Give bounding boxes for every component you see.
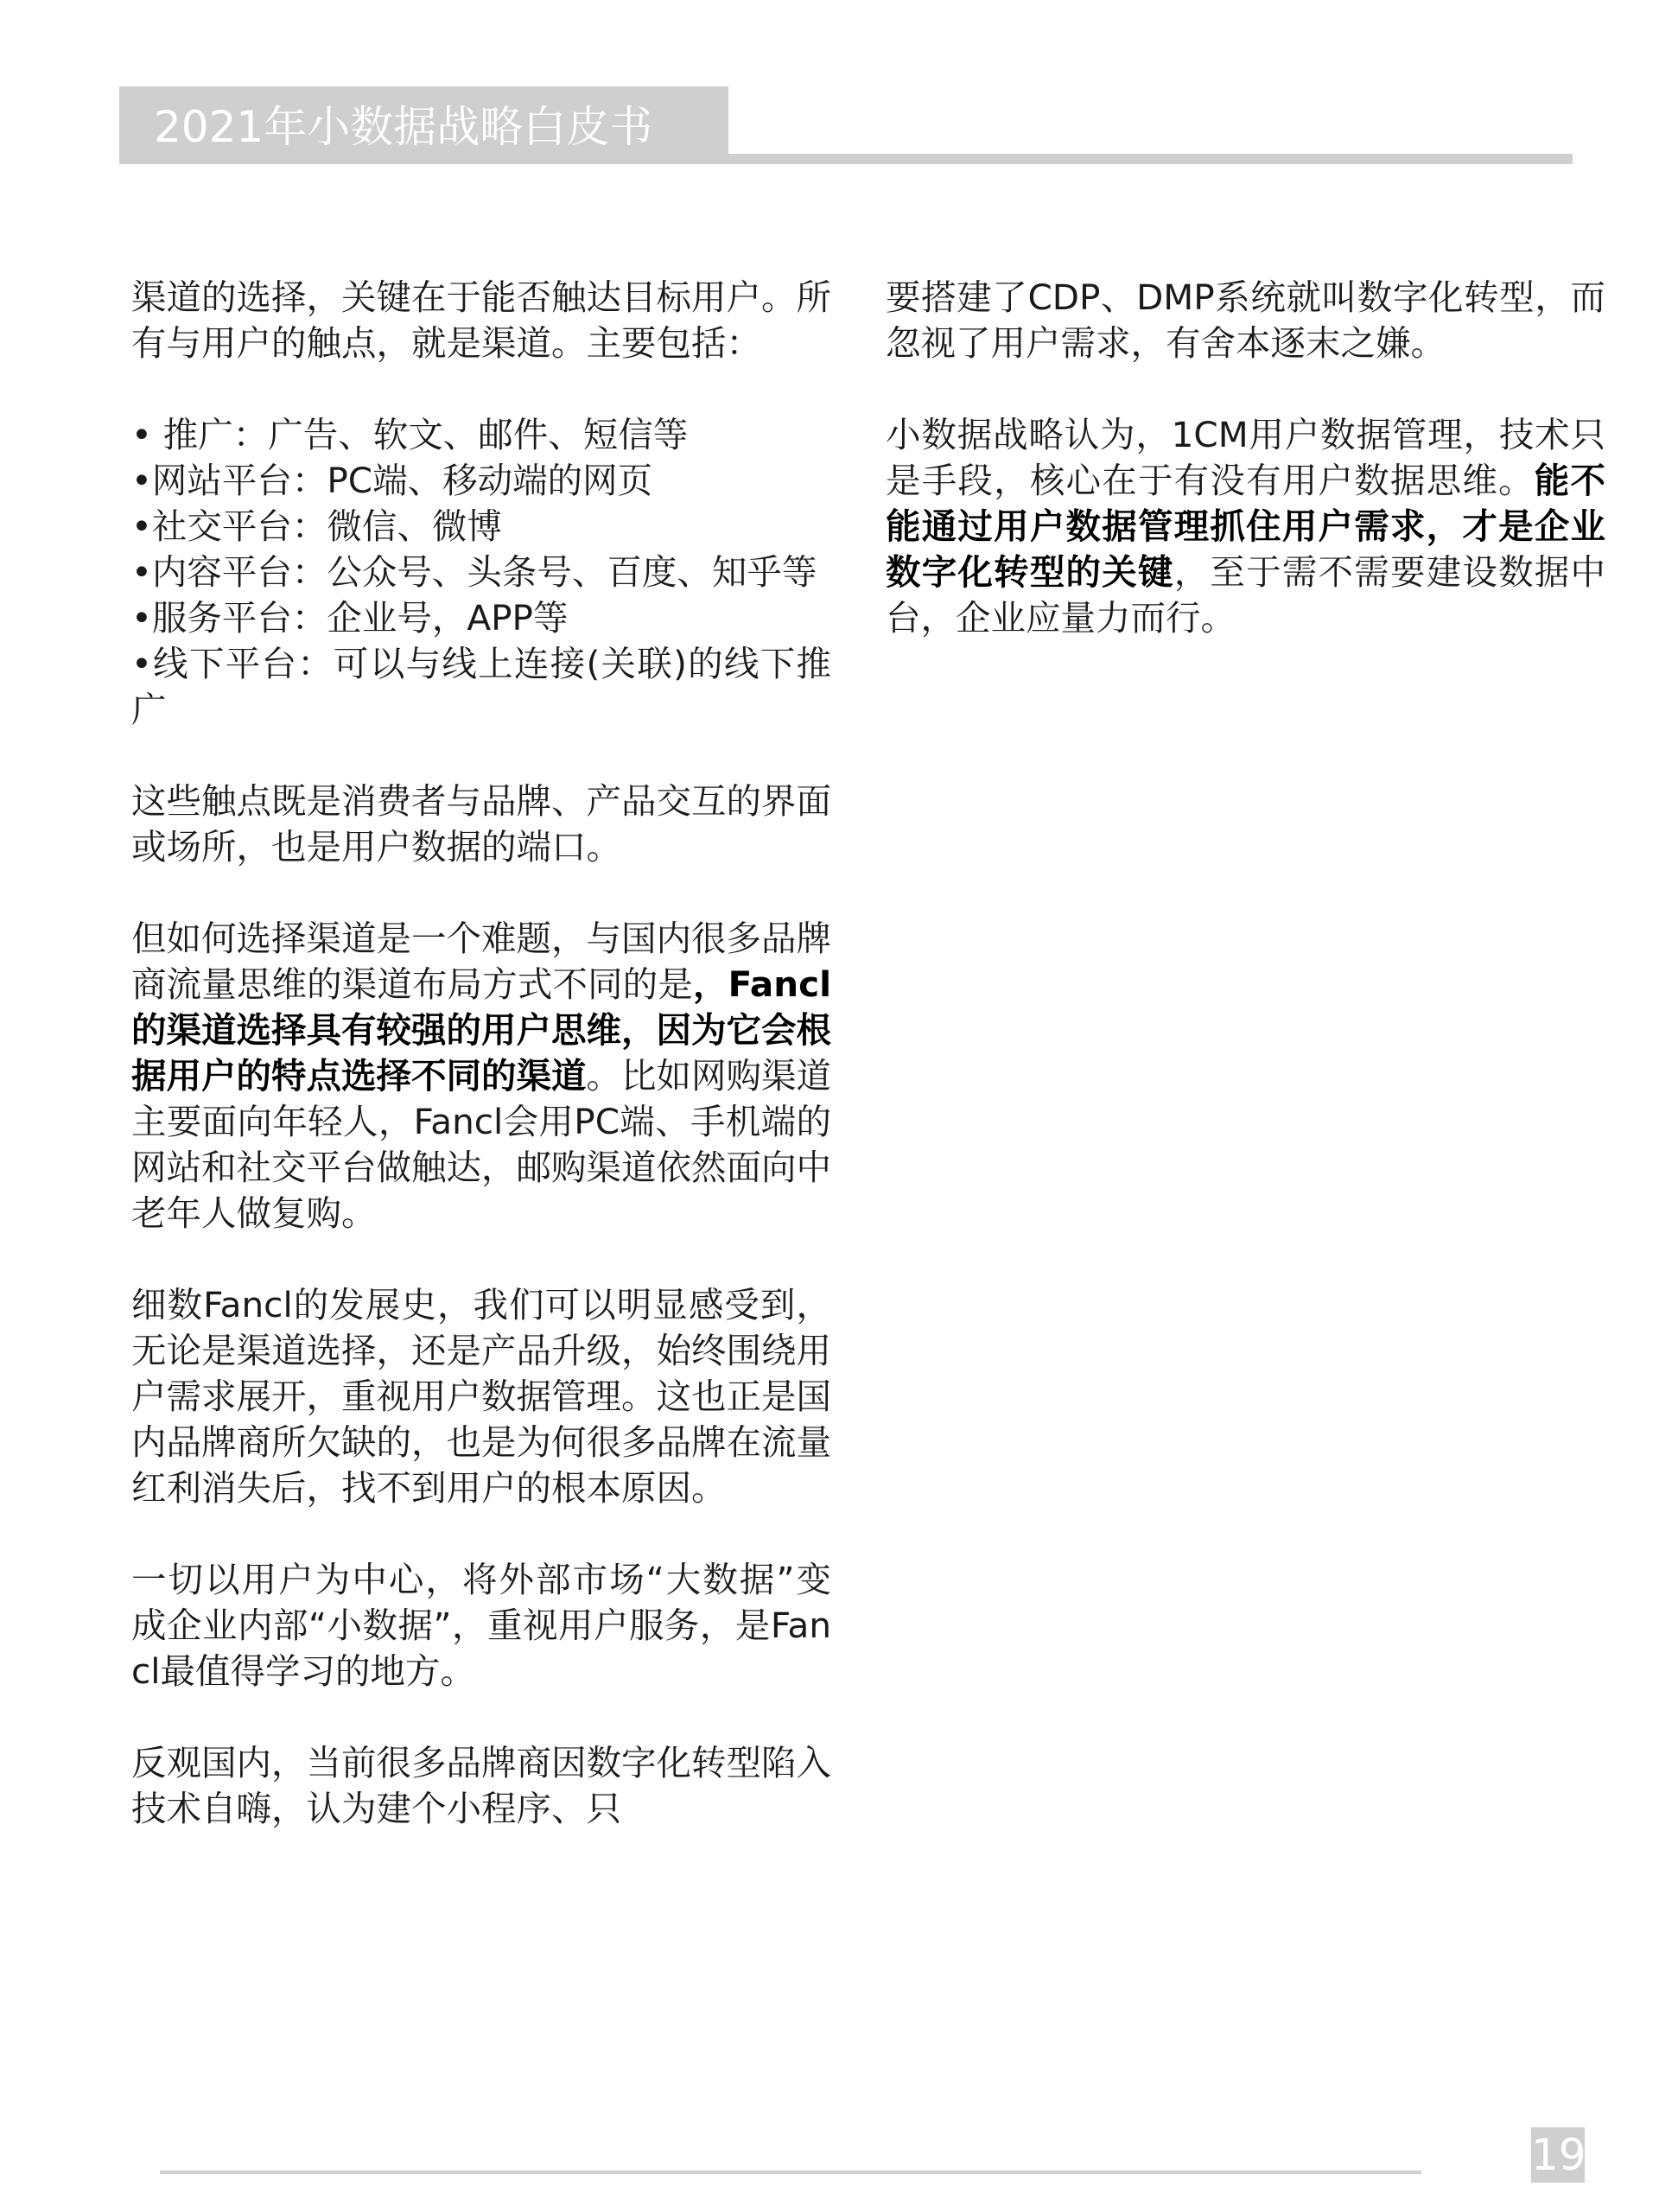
paragraph-domestic: 反观国内，当前很多品牌商因数字化转型陷入技术自嗨，认为建个小程序、只 (131, 1742, 831, 1829)
paragraph-user-centric: 一切以用户为中心，将外部市场“大数据”变成企业内部“小数据”，重视用户服务，是Fancl最值得学习的地方。 (131, 1559, 831, 1692)
text-span: 但如何选择渠道是一个难题，与国内很多品牌商流量思维的渠道布局方式不同的是 (131, 918, 831, 1005)
footer-rule (160, 2171, 1421, 2174)
right-column (886, 275, 1605, 687)
paragraph-fancl-history: 细数Fancl的发展史，我们可以明显感受到，无论是渠道选择，还是产品升级，始终围绕用户需求展开，重视用户数据管理。这也正是国内品牌商所欠缺的，也是为何很多品牌在流量红利消失后，找不到用户的根本原因。 (131, 1284, 831, 1509)
header-rule (119, 154, 1573, 164)
list-item: •社交平台：微信、微博 (131, 505, 502, 547)
document-title: 2021年小数据战略白皮书 (154, 102, 653, 152)
text-span: ，至于需不需要建设数据中台，企业应量力而行。 (886, 551, 1606, 639)
list-item: •网站平台：PC端、移动端的网页 (131, 460, 653, 501)
list-item: •服务平台：企业号，APP等 (131, 597, 569, 639)
page-number: 19 (1531, 2127, 1585, 2183)
left-column (131, 275, 831, 1878)
paragraph-fancl-channels (131, 916, 831, 1236)
paragraph-touchpoints: 这些触点既是消费者与品牌、产品交互的界面或场所，也是用户数据的端口。 (131, 780, 831, 868)
list-item: •内容平台：公众号、头条号、百度、知乎等 (131, 551, 817, 593)
list-item: •线下平台：可以与线上连接(关联)的线下推广 (131, 643, 831, 730)
bold-emphasis: ，Fancl的渠道选择具有较强的用户思维，因为它会根据用户的特点选择不同的渠道 (131, 963, 831, 1096)
channel-list (131, 412, 831, 733)
text-span: 。比如网购渠道主要面向年轻人，Fancl会用PC端、手机端的网站和社交平台做触达，邮购渠道依然面向中老年人做复购。 (131, 1055, 831, 1234)
list-item: • 推广：广告、软文、邮件、短信等 (131, 414, 689, 455)
paragraph-channels: 渠道的选择，关键在于能否触达目标用户。所有与用户的触点，就是渠道。主要包括： (131, 276, 831, 364)
text-span: 小数据战略认为，1CM用户数据管理，技术只是手段，核心在于有没有用户数据思维。 (886, 414, 1605, 501)
bold-emphasis: 能不能通过用户数据管理抓住用户需求，才是企业数字化转型的关键 (886, 460, 1606, 593)
paragraph-strategy (886, 412, 1605, 641)
paragraph-continuation: 要搭建了CDP、DMP系统就叫数字化转型，而忽视了用户需求，有舍本逐末之嫌。 (886, 276, 1605, 364)
